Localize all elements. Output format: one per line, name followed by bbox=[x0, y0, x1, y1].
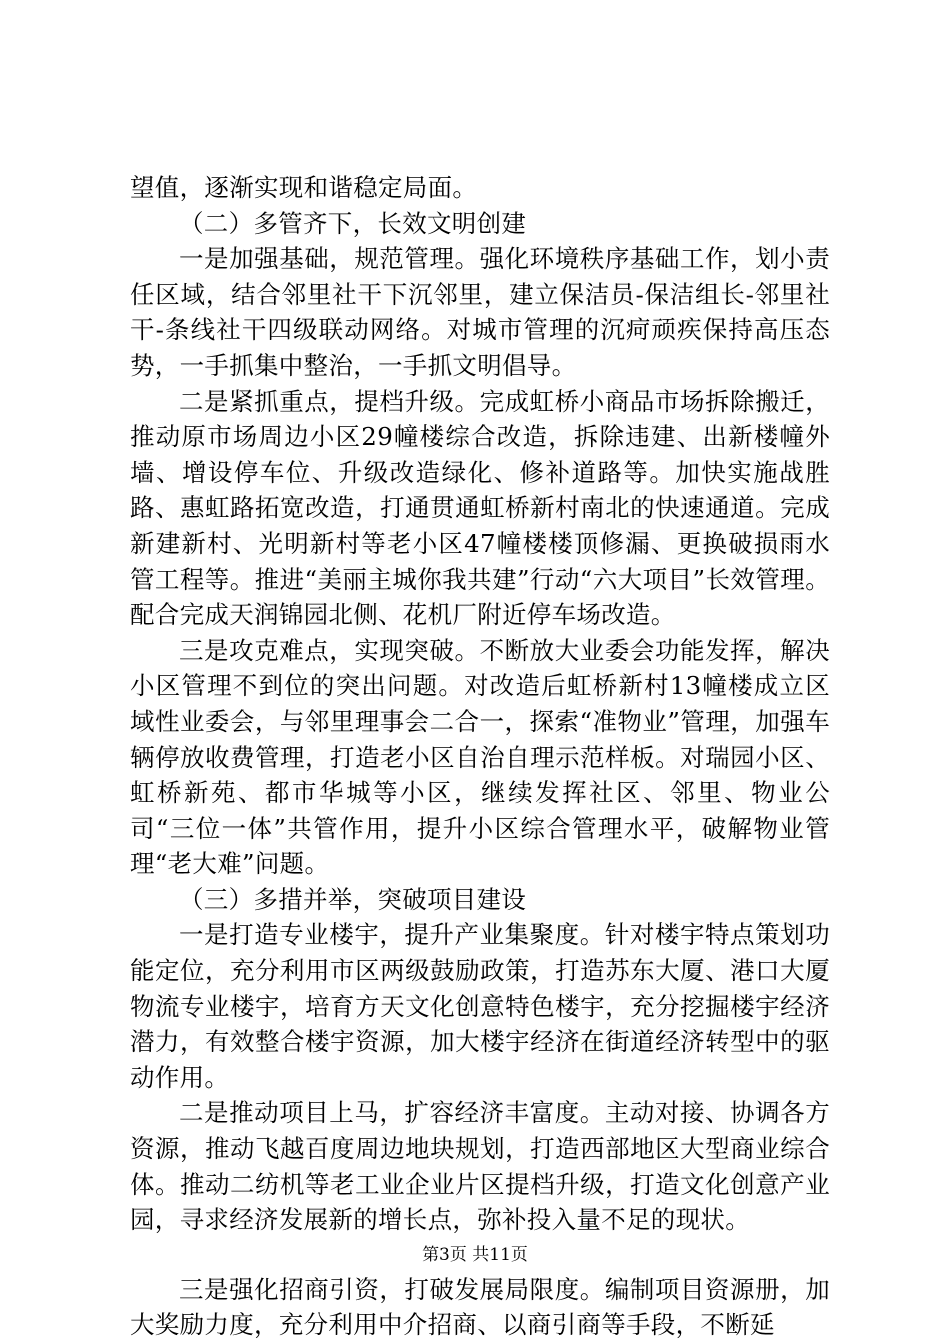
paragraph-investment-attraction: 三是强化招商引资，打破发展局限度。编制项目资源册，加大奖励力度，充分利用中介招商、以商引商等手段，不断延 bbox=[130, 1274, 830, 1340]
paragraph-continuation: 望值，逐渐实现和谐稳定局面。 bbox=[130, 173, 478, 202]
paragraph-focus-upgrade: 二是紧抓重点，提档升级。完成虹桥小商品市场拆除搬迁，推动原市场周边小区29幢楼综合改造，拆除违建、出新楼幢外墙、增设停车位、升级改造绿化、修补道路等。加快实施战胜路、惠虹路拓宽改造，打通贯通虹桥新村南北的快速通道。完成新建新村、光明新村等老小区47幢楼楼顶修漏、更换破损雨水管工程等。推进“美丽主城你我共建”行动“六大项目”长效管理。配合完成天润锦园北侧、花机厂附近停车场改造。 bbox=[130, 386, 830, 630]
paragraph-strengthen-foundation: 一是加强基础，规范管理。强化环境秩序基础工作，划小责任区域，结合邻里社干下沉邻里，建立保洁员-保洁组长-邻里社干-条线社干四级联动网络。对城市管理的沉疴顽疾保持高压态势，一手抓集中整治，一手抓文明倡导。 bbox=[130, 244, 830, 380]
paragraph-professional-buildings: 一是打造专业楼宇，提升产业集聚度。针对楼宇特点策划功能定位，充分利用市区两级鼓励政策，打造苏东大厦、港口大厦物流专业楼宇，培育方天文化创意特色楼宇，充分挖掘楼宇经济潜力，有效整合楼宇资源，加大楼宇经济在街道经济转型中的驱动作用。 bbox=[130, 920, 830, 1092]
page-number-label: 第3页 共11页 bbox=[422, 1245, 528, 1265]
section-heading-2: （二）多管齐下，长效文明创建 bbox=[179, 208, 527, 238]
paragraph-overcome-difficulties: 三是攻克难点，实现突破。不断放大业委会功能发挥，解决小区管理不到位的突出问题。对改造后虹桥新村13幢楼成立区域性业委会，与邻里理事会二合一，探索“准物业”管理，加强车辆停放收费管理，打造老小区自治自理示范样板。对瑞园小区、虹桥新苑、都市华城等小区，继续发挥社区、邻里、物业公司“三位一体”共管作用，提升小区综合管理水平，破解物业管理“老大难”问题。 bbox=[130, 635, 830, 879]
section-heading-3: （三）多措并举，突破项目建设 bbox=[179, 884, 527, 914]
page-footer bbox=[0, 1244, 950, 1266]
paragraph-project-launch: 二是推动项目上马，扩容经济丰富度。主动对接、协调各方资源，推动飞越百度周边地块规划，打造西部地区大型商业综合体。推动二纺机等老工业企业片区提档升级，打造文化创意产业园，寻求经济发展新的增长点，弥补投入量不足的现状。 bbox=[130, 1098, 830, 1235]
document-body bbox=[130, 170, 830, 1343]
